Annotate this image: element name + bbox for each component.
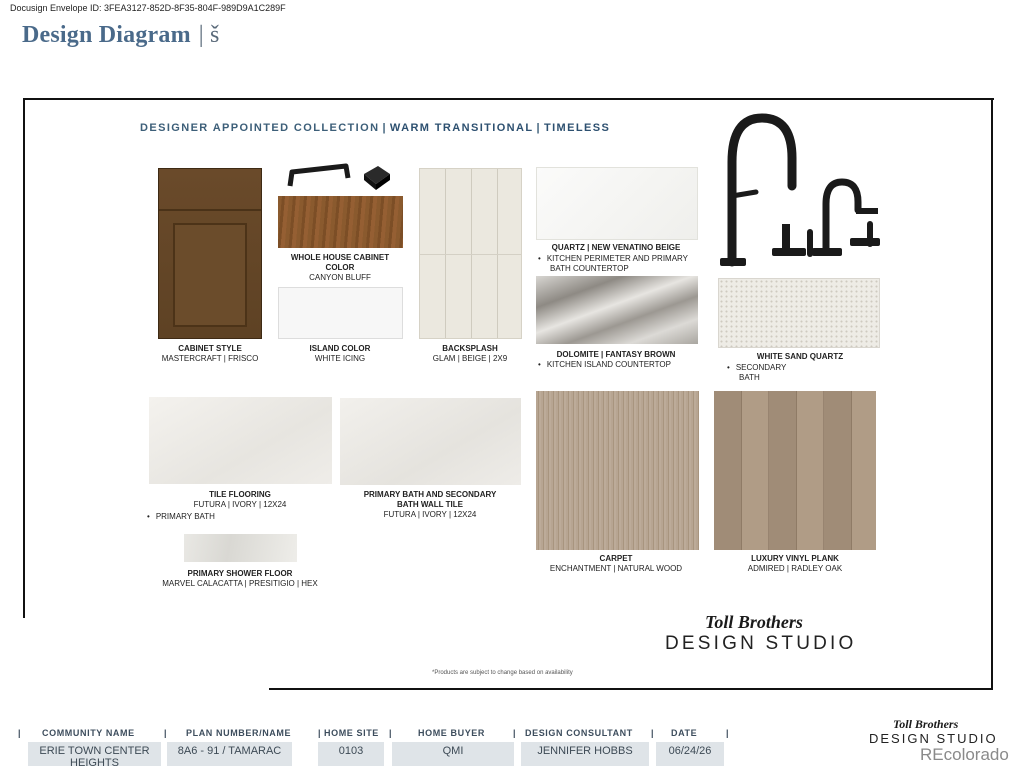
island-color-label: ISLAND COLOR WHITE ICING [309,344,371,363]
dolomite-swatch [536,276,698,344]
bath-wall-tile-label: PRIMARY BATH AND SECONDARY BATH WALL TILE FUTURA | IVORY | 12X24 [363,490,497,519]
page-title-trailing: | š [198,22,220,48]
quartz-note: • KITCHEN PERIMETER AND PRIMARY [538,254,688,264]
white-sand-swatch [718,278,880,348]
disclaimer: *Products are subject to change based on availability [432,670,573,676]
footer-label-buyer: HOME BUYER [418,728,486,738]
backsplash-label: BACKSPLASH GLAM | BEIGE | 2X9 [432,344,508,363]
collection-heading: DESIGNER APPOINTED COLLECTION | WARM TRANSITIONAL | TIMELESS [140,122,611,134]
footer-label-community: COMMUNITY NAME [42,728,135,738]
footer-value-buyer: QMI [392,742,514,766]
shower-floor-swatch [184,534,297,562]
footer-value-plan: 8A6 - 91 / TAMARAC [167,742,292,766]
white-sand-title: WHITE SAND QUARTZ [756,352,844,361]
board-border-right [991,98,993,690]
collection-name: DESIGNER APPOINTED COLLECTION [140,122,380,134]
cabinet-color-swatch [278,196,403,248]
quartz-title: QUARTZ | NEW VENATINO BEIGE [551,243,681,252]
recolorado-watermark: REcolorado [920,745,1009,764]
footer-value-consultant: JENNIFER HOBBS [521,742,649,766]
cabinet-style-label: CABINET STYLE MASTERCRAFT | FRISCO [161,344,259,363]
white-sand-note-cont: BATH [739,373,760,382]
board-border-left [23,98,25,618]
shower-floor-label: PRIMARY SHOWER FLOOR MARVEL CALACATTA | PRESITIGIO | HEX [162,569,318,588]
carpet-label: CARPET ENCHANTMENT | NATURAL WOOD [549,554,683,573]
footer-value-date: 06/24/26 [656,742,724,766]
quartz-note-cont: BATH COUNTERTOP [550,264,629,273]
toll-brothers-logo: Toll Brothers [705,612,803,632]
footer-design-studio-wordmark: DESIGN STUDIO [869,731,998,746]
cabinet-color-label: WHOLE HOUSE CABINET COLOR CANYON BLUFF [290,253,390,282]
design-studio-wordmark: DESIGN STUDIO [665,633,857,654]
lvp-label: LUXURY VINYL PLANK ADMIRED | RADLEY OAK [747,554,843,573]
dolomite-note: • KITCHEN ISLAND COUNTERTOP [538,360,671,370]
footer-value-site: 0103 [318,742,384,766]
quartz-swatch [536,167,698,240]
collection-style-2: TIMELESS [543,122,611,134]
faucet-icon [718,112,882,270]
footer-label-date: DATE [671,728,698,738]
board-border-top [23,98,994,100]
footer-value-community: ERIE TOWN CENTER HEIGHTS [28,742,161,766]
envelope-id: Docusign Envelope ID: 3FEA3127-852D-8F35-804F-989D9A1C289F [10,3,286,13]
collection-style-1: WARM TRANSITIONAL [389,122,534,134]
carpet-swatch [536,391,699,550]
cabinet-pull-icon [286,160,352,190]
cabinet-knob-icon [360,162,394,192]
tile-flooring-label: TILE FLOORING FUTURA | IVORY | 12X24 [193,490,287,509]
island-color-swatch [278,287,403,339]
footer-toll-brothers-logo: Toll Brothers [893,717,959,731]
page-title [22,22,220,49]
board-border-bottom [269,688,993,690]
backsplash-swatch [419,168,522,339]
footer-labels: | COMMUNITY NAME | PLAN NUMBER/NAME | HOME SITE | HOME BUYER | DESIGN CONSULTANT | DATE | [18,728,730,738]
page-title-text: Design Diagram [22,22,191,48]
white-sand-note: • SECONDARY [727,363,786,373]
dolomite-title: DOLOMITE | FANTASY BROWN [556,350,676,359]
lvp-swatch [714,391,876,550]
footer-label-consultant: DESIGN CONSULTANT [525,728,633,738]
tile-flooring-swatch [149,397,332,484]
footer-label-plan: PLAN NUMBER/NAME [186,728,292,738]
tile-flooring-note: • PRIMARY BATH [147,512,215,522]
cabinet-swatch [158,168,262,339]
bath-wall-tile-swatch [340,398,521,485]
footer-label-site: HOME SITE [324,728,379,738]
